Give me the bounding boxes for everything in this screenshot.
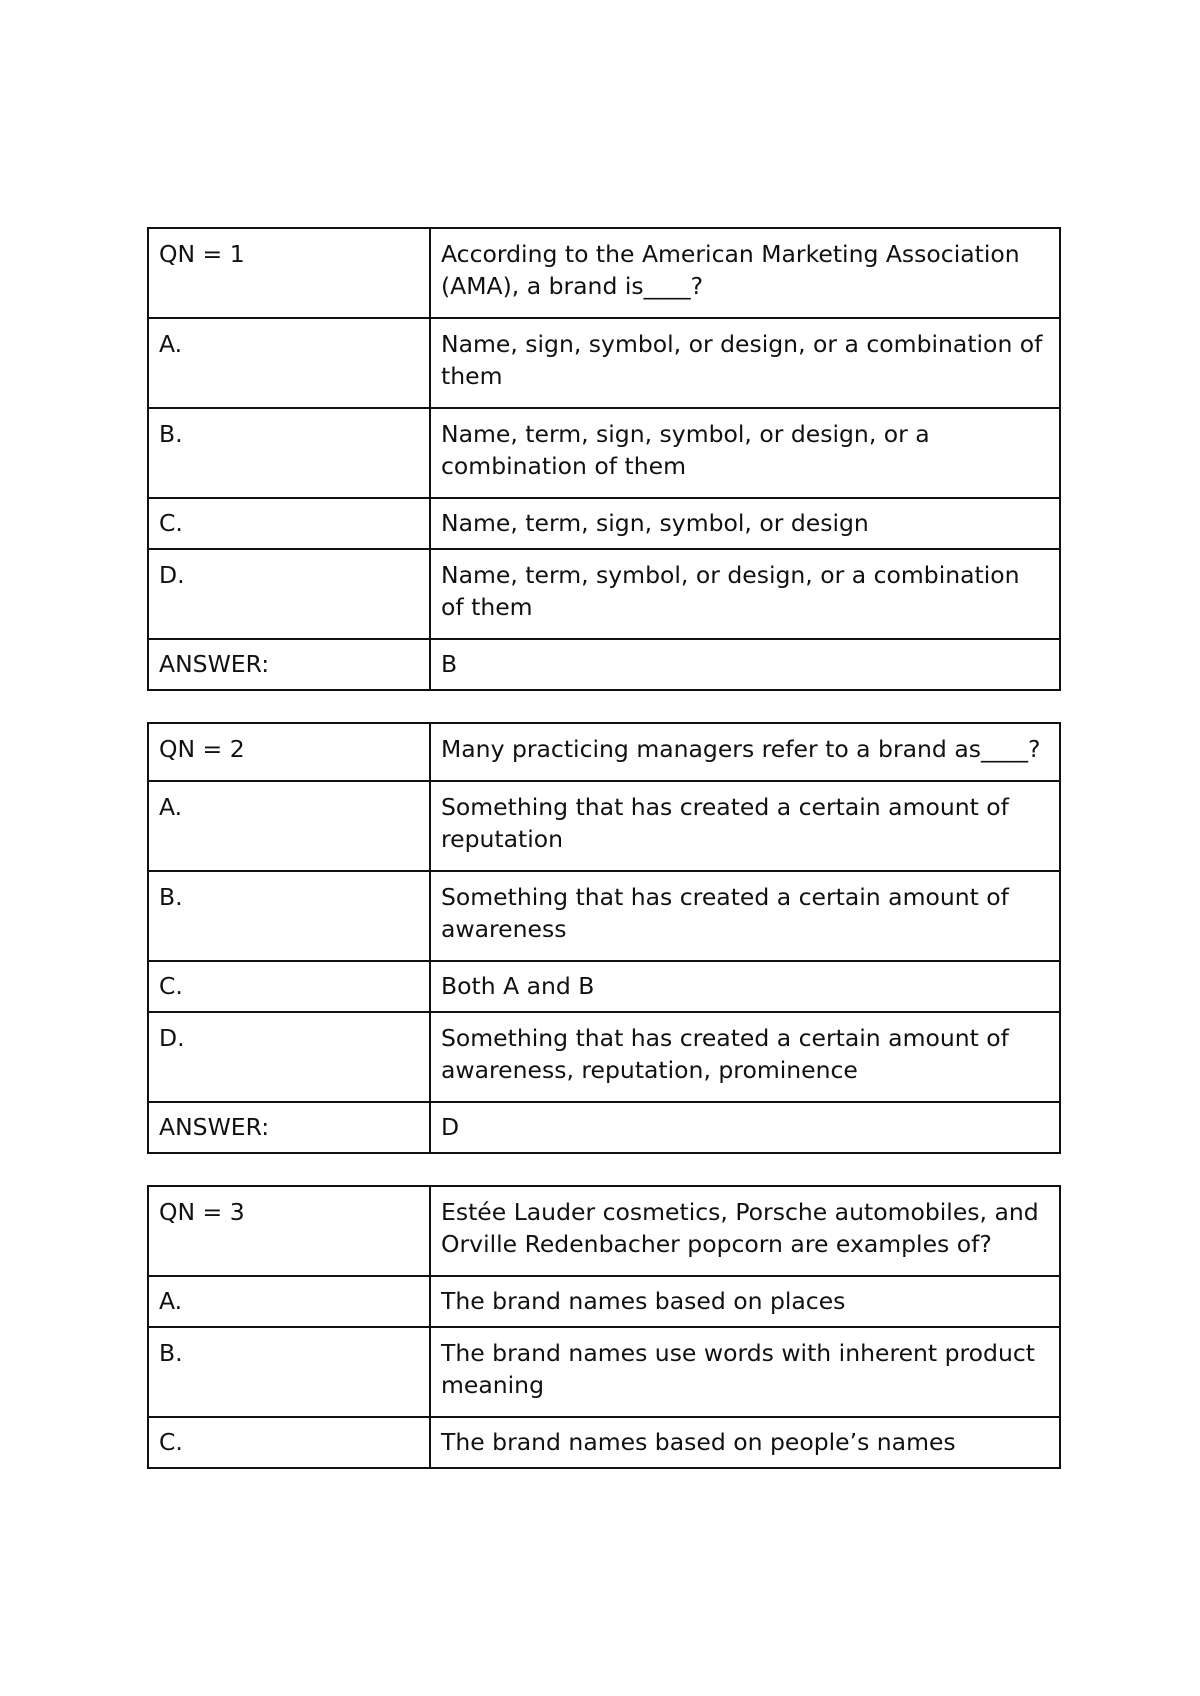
- option-label: D.: [148, 1012, 430, 1102]
- option-label: A.: [148, 318, 430, 408]
- option-label: C.: [148, 961, 430, 1012]
- answer-row: [148, 639, 1060, 690]
- answer-value: B: [430, 639, 1060, 690]
- option-label: B.: [148, 871, 430, 961]
- option-row-c: [148, 498, 1060, 549]
- option-text: Something that has created a certain amount of reputation: [430, 781, 1060, 871]
- question-text: Many practicing managers refer to a brand as____?: [430, 723, 1060, 781]
- option-label: A.: [148, 1276, 430, 1327]
- answer-label: ANSWER:: [148, 639, 430, 690]
- answer-value: D: [430, 1102, 1060, 1153]
- option-text: The brand names based on places: [430, 1276, 1060, 1327]
- option-text: The brand names based on people’s names: [430, 1417, 1060, 1468]
- option-text: Something that has created a certain amount of awareness, reputation, prominence: [430, 1012, 1060, 1102]
- option-text: Name, term, sign, symbol, or design: [430, 498, 1060, 549]
- option-row-d: [148, 549, 1060, 639]
- option-row-c: [148, 1417, 1060, 1468]
- question-table-3: [147, 1185, 1061, 1469]
- question-text: Estée Lauder cosmetics, Porsche automobiles, and Orville Redenbacher popcorn are examples of?: [430, 1186, 1060, 1276]
- option-label: B.: [148, 408, 430, 498]
- option-text: The brand names use words with inherent product meaning: [430, 1327, 1060, 1417]
- question-number: QN = 2: [148, 723, 430, 781]
- option-row-a: [148, 1276, 1060, 1327]
- question-row: [148, 228, 1060, 318]
- option-row-d: [148, 1012, 1060, 1102]
- document-page: [147, 227, 1061, 1469]
- question-table-2: [147, 722, 1061, 1154]
- option-text: Both A and B: [430, 961, 1060, 1012]
- question-text: According to the American Marketing Association (AMA), a brand is____?: [430, 228, 1060, 318]
- option-label: B.: [148, 1327, 430, 1417]
- option-label: C.: [148, 498, 430, 549]
- option-row-b: [148, 1327, 1060, 1417]
- question-row: [148, 723, 1060, 781]
- option-text: Something that has created a certain amount of awareness: [430, 871, 1060, 961]
- question-number: QN = 3: [148, 1186, 430, 1276]
- option-label: C.: [148, 1417, 430, 1468]
- question-row: [148, 1186, 1060, 1276]
- option-label: A.: [148, 781, 430, 871]
- option-row-b: [148, 408, 1060, 498]
- option-row-a: [148, 318, 1060, 408]
- option-label: D.: [148, 549, 430, 639]
- option-text: Name, term, sign, symbol, or design, or a combination of them: [430, 408, 1060, 498]
- question-number: QN = 1: [148, 228, 430, 318]
- question-table-1: [147, 227, 1061, 691]
- option-text: Name, sign, symbol, or design, or a combination of them: [430, 318, 1060, 408]
- option-text: Name, term, symbol, or design, or a combination of them: [430, 549, 1060, 639]
- option-row-a: [148, 781, 1060, 871]
- answer-row: [148, 1102, 1060, 1153]
- option-row-c: [148, 961, 1060, 1012]
- answer-label: ANSWER:: [148, 1102, 430, 1153]
- option-row-b: [148, 871, 1060, 961]
